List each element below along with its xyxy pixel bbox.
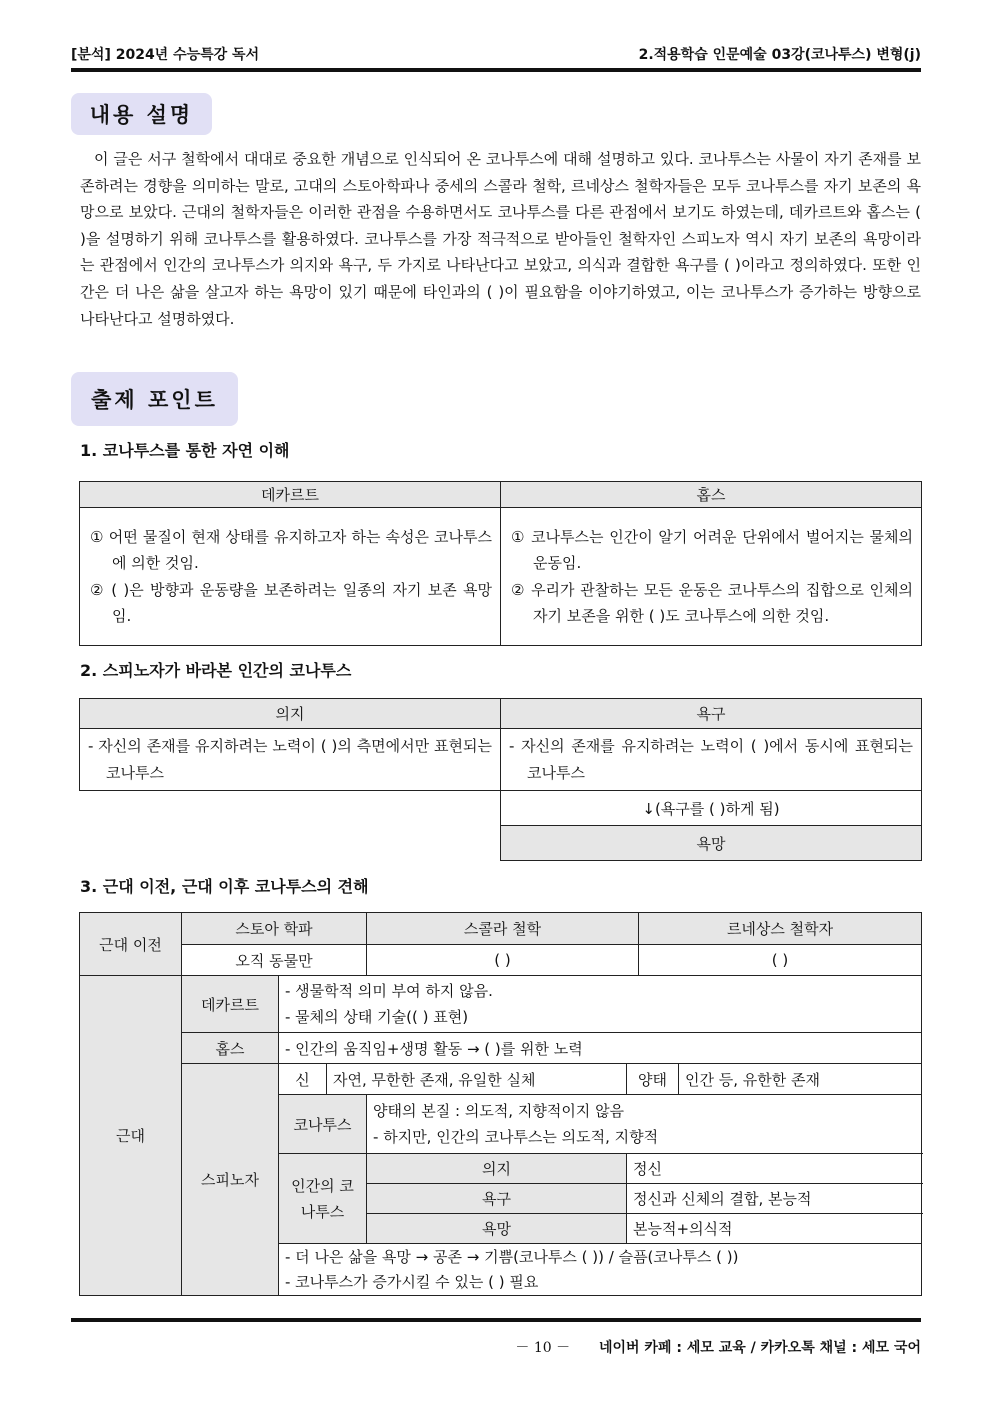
q2-table (79, 698, 922, 861)
q3-bottom-line: - 코나투스가 증가시킬 수 있는 ( ) 필요 (285, 1272, 539, 1291)
q2-header-appetite: 욕구 (501, 699, 922, 729)
q3-head-scholastic: 스콜라 철학 (367, 913, 639, 945)
q3-title: 3. 근대 이전, 근대 이후 코나투스의 견해 (80, 877, 369, 896)
page-number: － 10 － (515, 1340, 571, 1356)
q1-hobbes-item: ② 우리가 관찰하는 모든 운동은 코나투스의 집합으로 인체의 자기 보존을 위한 ( )도 코나투스에 의한 것임. (511, 580, 913, 625)
q3-bottom-line: - 더 나은 삶을 욕망 → 공존 → 기쁨(코나투스 ( )) / 슬픔(코나투스 ( )) (285, 1247, 739, 1266)
q3-mode-desc: 인간 등, 유한한 존재 (679, 1064, 922, 1095)
page-header (71, 44, 921, 66)
q3-pre-modern-label: 근대 이전 (80, 913, 182, 976)
q2-result-cell: 욕망 (501, 826, 922, 861)
q3-head-renaissance: 르네상스 철학자 (639, 913, 922, 945)
q3-conatus-line: - 하지만, 인간의 코나투스는 의도적, 지향적 (373, 1128, 659, 1146)
q3-descartes-line: - 물체의 상태 기술(( ) 표현) (285, 1008, 469, 1026)
q3-conatus-desc (367, 1095, 922, 1154)
q2-header-will: 의지 (80, 699, 501, 729)
q3-descartes-line: - 생물학적 의미 부여 하지 않음. (285, 982, 493, 1000)
q3-descartes-label: 데카르트 (182, 976, 279, 1033)
q3-will-desc: 정신 (627, 1154, 922, 1184)
q3-hobbes-desc: - 인간의 움직임+생명 활동 → ( )를 위한 노력 (279, 1033, 922, 1064)
q1-title: 1. 코나투스를 통한 자연 이해 (80, 441, 290, 460)
q1-descartes-cell (80, 508, 501, 646)
q1-header-descartes: 데카르트 (80, 482, 501, 508)
q2-appetite-cell (501, 729, 922, 791)
header-left: [분석] 2024년 수능특강 독서 (71, 47, 260, 63)
q3-god-desc: 자연, 무한한 존재, 유일한 실체 (327, 1064, 627, 1095)
header-right: 2.적용학습 인문예술 03강(코나투스) 변형(j) (638, 47, 921, 63)
q2-appetite-text: - 자신의 존재를 유지하려는 노력이 ( )에서 동시에 표현되는 코나투스 (509, 737, 913, 782)
q3-hobbes-label: 홉스 (182, 1033, 279, 1064)
q3-descartes-desc (279, 976, 922, 1033)
q2-empty (80, 826, 501, 861)
q3-conatus-label: 코나투스 (279, 1095, 367, 1154)
q3-appetite-desc: 정신과 신체의 결합, 본능적 (627, 1184, 922, 1214)
q2-title: 2. 스피노자가 바라본 인간의 코나투스 (80, 661, 352, 680)
footer-text: 네이버 카페 : 세모 교육 / 카카오톡 채널 : 세모 국어 (598, 1340, 921, 1356)
q3-val-scholastic: ( ) (367, 945, 639, 976)
header-rule (71, 68, 921, 72)
q3-table (79, 912, 922, 1296)
q2-empty (80, 791, 501, 826)
q3-head-stoic: 스토아 학파 (182, 913, 367, 945)
q1-header-hobbes: 홉스 (501, 482, 922, 508)
q1-descartes-item: ② ( )은 방향과 운동량을 보존하려는 일종의 자기 보존 욕망임. (90, 580, 492, 625)
q3-val-renaissance: ( ) (639, 945, 922, 976)
page-footer (515, 1337, 921, 1357)
q2-will-text: - 자신의 존재를 유지하려는 노력이 ( )의 측면에서만 표현되는 코나투스 (88, 737, 492, 782)
q1-table (79, 481, 922, 646)
q1-hobbes-cell (501, 508, 922, 646)
q2-arrow-cell: ↓(욕구를 ( )하게 됨) (501, 791, 922, 826)
q1-descartes-item: ① 어떤 물질이 현재 상태를 유지하고자 하는 속성은 코나투스에 의한 것임. (90, 527, 492, 572)
q3-desire-label: 욕망 (367, 1214, 627, 1244)
q3-mode-label: 양태 (627, 1064, 679, 1095)
section-badge-points: 출제 포인트 (71, 372, 238, 426)
q2-will-cell (80, 729, 501, 791)
q3-god-label: 신 (279, 1064, 327, 1095)
paragraph-text: 이 글은 서구 철학에서 대대로 중요한 개념으로 인식되어 온 코나투스에 대해 설명하고 있다. 코나투스는 사물이 자기 존재를 보존하려는 경향을 의미하는 말로, 고대의 스토아학파나 중세의 스콜라 철학, 르네상스 철학자들은 모두 코나투스를 자기 보존의 욕망으로 보았다. 근대의 철학자들은 이러한 관점을 수용하면서도 코나투스를 다른 관점에서 보기도 하였는데, 데카르트와 홉스는 ( )을 설명하기 위해 코나투스를 활용하였다. 코나투스를 가장 적극적으로 받아들인 철학자인 스피노자 역시 자기 보존의 욕망이라는 관점에서 인간의 코나투스가 의지와 욕구, 두 가지로 나타난다고 보았고, 의식과 결합한 욕구를 ( )이라고 정의하였다. 또한 인간은 더 나은 삶을 살고자 하는 욕망이 있기 때문에 타인과의 ( )이 필요함을 이야기하였고, 이는 코나투스가 증가하는 방향으로 나타난다고 설명하였다. (80, 150, 921, 328)
q1-hobbes-item: ① 코나투스는 인간이 알기 어려운 단위에서 벌어지는 물체의 운동임. (511, 527, 913, 572)
footer-rule (71, 1318, 921, 1322)
q3-val-stoic: 오직 동물만 (182, 945, 367, 976)
section-badge-content: 내용 설명 (71, 93, 212, 135)
q3-will-label: 의지 (367, 1154, 627, 1184)
content-paragraph (80, 146, 921, 332)
q3-desire-desc: 본능적+의식적 (627, 1214, 922, 1244)
q3-conatus-line: 양태의 본질 : 의도적, 지향적이지 않음 (373, 1102, 625, 1120)
q3-human-conatus-label: 인간의 코나투스 (279, 1154, 367, 1244)
q3-spinoza-label: 스피노자 (182, 1064, 279, 1296)
q3-modern-label: 근대 (80, 976, 182, 1296)
q3-spinoza-bottom (279, 1244, 922, 1296)
q3-appetite-label: 욕구 (367, 1184, 627, 1214)
